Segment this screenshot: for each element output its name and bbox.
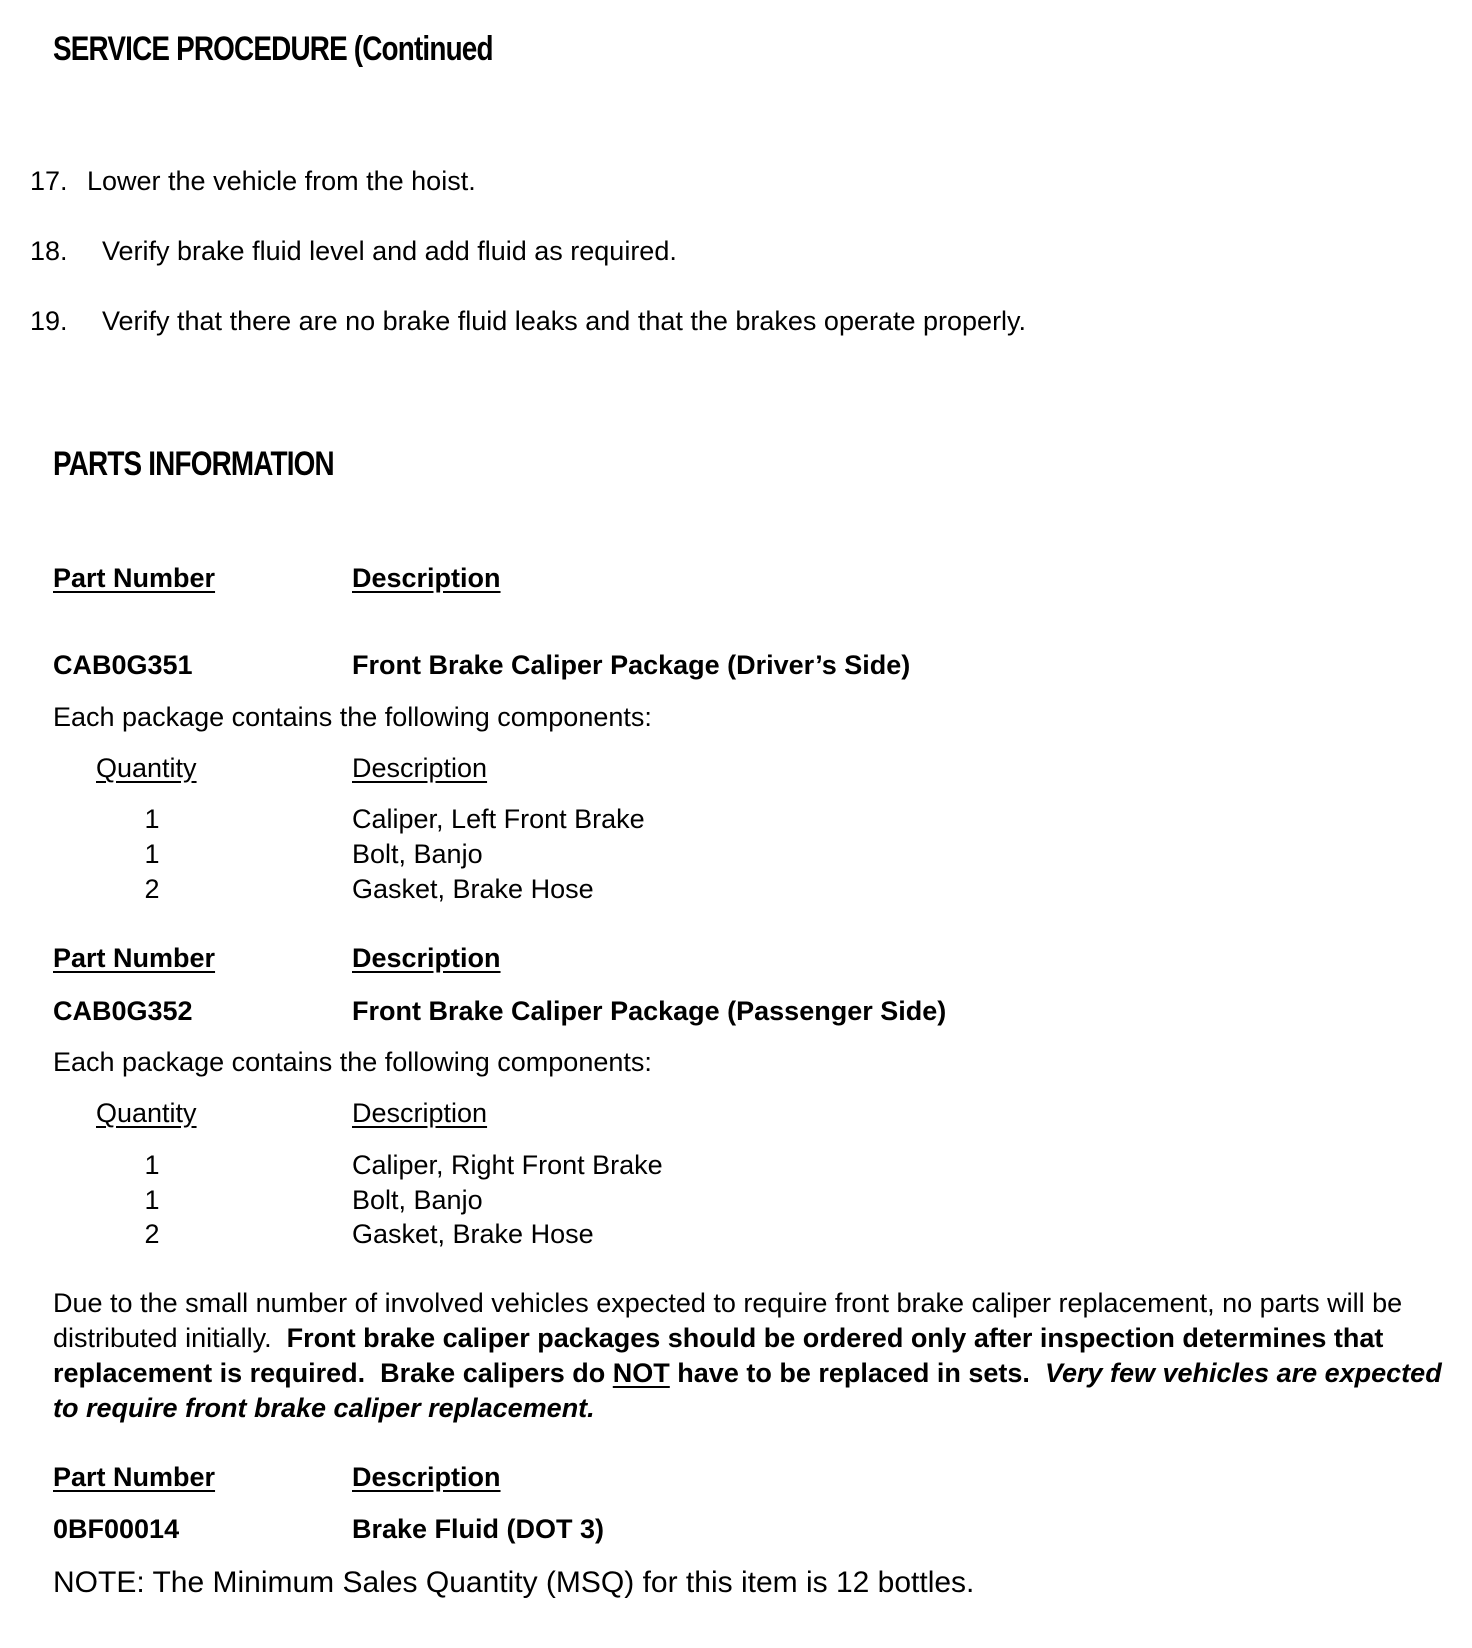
component-description-header: Description [352,753,488,783]
part-number-header: Part Number [53,1462,216,1492]
part-number: 0BF00014 [53,1514,180,1544]
part-description: Front Brake Caliper Package (Passenger Side) [352,996,947,1026]
part-number-header: Part Number [53,943,216,973]
component-quantity: 1 [144,804,160,834]
description-header: Description [352,1462,501,1492]
paragraph-bold-italic: Very few vehicles are expected to require front brake caliper replacement. [53,1358,1442,1423]
paragraph-bold-sets-post: have to be replaced in sets. [677,1358,1030,1388]
component-description: Caliper, Right Front Brake [352,1150,663,1180]
step-18-number: 18. [30,236,68,266]
description-header: Description [352,563,501,593]
component-description: Gasket, Brake Hose [352,874,594,904]
part-description: Brake Fluid (DOT 3) [352,1514,605,1544]
quantity-header: Quantity [96,753,197,783]
paragraph-not-emphasis: NOT [612,1358,670,1388]
package-contains-text: Each package contains the following components: [53,1047,652,1077]
component-quantity: 2 [144,1219,160,1249]
part-number: CAB0G352 [53,996,193,1026]
component-description: Bolt, Banjo [352,839,483,869]
section-title-service-procedure: SERVICE PROCEDURE (Continued [53,30,493,68]
part-number-header: Part Number [53,563,216,593]
component-quantity: 1 [144,1150,160,1180]
component-description: Bolt, Banjo [352,1185,483,1215]
part-number: CAB0G351 [53,650,193,680]
part-description: Front Brake Caliper Package (Driver’s Side) [352,650,911,680]
step-18-text: Verify brake fluid level and add fluid as required. [102,236,677,266]
quantity-header: Quantity [96,1098,197,1128]
description-header: Description [352,943,501,973]
paragraph-bold-order: Front brake caliper packages should be ordered only after inspection determines that replacement is required. [53,1323,1384,1388]
component-quantity: 1 [144,839,160,869]
component-quantity: 2 [144,874,160,904]
step-19-text: Verify that there are no brake fluid leaks and that the brakes operate properly. [102,306,1027,336]
msq-note: NOTE: The Minimum Sales Quantity (MSQ) for this item is 12 bottles. [53,1566,975,1599]
component-description: Gasket, Brake Hose [352,1219,594,1249]
component-quantity: 1 [144,1185,160,1215]
step-17-number: 17. [30,166,68,196]
component-description-header: Description [352,1098,488,1128]
paragraph-bold-sets-pre: Brake calipers do [380,1358,606,1388]
section-title-parts-information: PARTS INFORMATION [53,445,334,483]
paragraph-plain: Due to the small number of involved vehicles expected to require front brake caliper replacement, no parts will be distributed initially. [53,1288,1403,1353]
component-description: Caliper, Left Front Brake [352,804,645,834]
package-contains-text: Each package contains the following components: [53,702,652,732]
step-19-number: 19. [30,306,68,336]
step-17-text: Lower the vehicle from the hoist. [87,166,476,196]
ordering-paragraph [53,1286,1453,1426]
